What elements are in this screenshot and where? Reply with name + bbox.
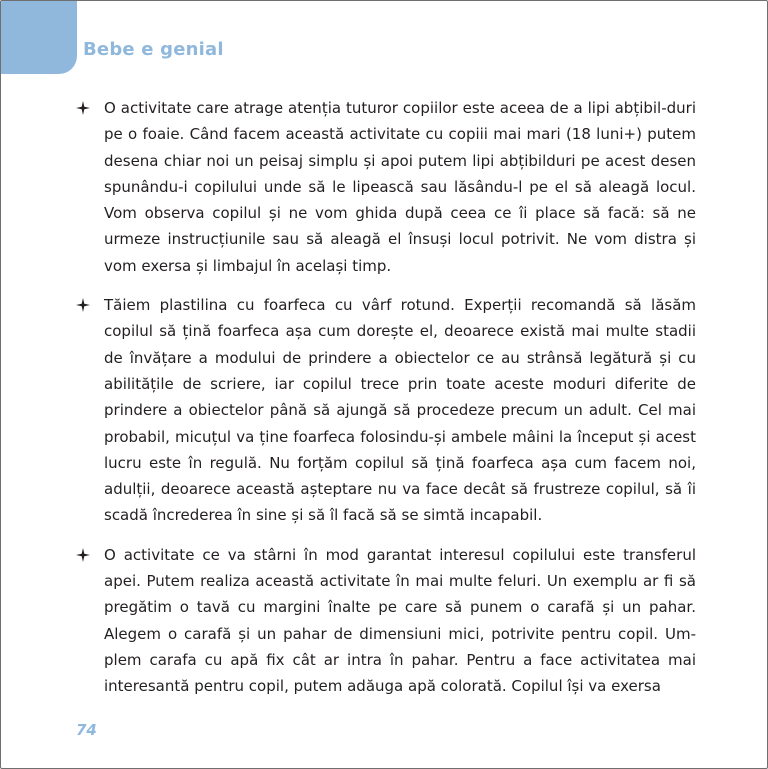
four-point-star-icon bbox=[76, 298, 90, 312]
header-tab bbox=[1, 1, 77, 74]
four-point-star-icon bbox=[76, 548, 90, 562]
list-item-text: O activitate care atrage atenția tuturor copiilor este aceea de a lipi abțibil-duri pe o foaie. Când facem această activitate cu copiii mai mari (18 luni+) putem desena chiar noi un peisaj simplu și apoi putem lipi abțibilduri pe acest desen spunându-i copilului unde să le lipească sau lăsându-l pe el să aleagă locul. Vom observa copilul și ne vom ghida după ceea ce îi place să facă: să ne urmeze instrucțiunile sau să aleagă el însuși locul potrivit. Ne vom distra și vom exersa și limbajul în același timp. bbox=[104, 99, 696, 275]
content-area bbox=[76, 95, 696, 713]
list-item-text: Tăiem plastilina cu foarfeca cu vârf rotund. Experții recomandă să lăsăm copilul să țină foarfeca așa cum dorește el, deoarece există mai multe stadii de învățare a modului de prindere a obiectelor ce au strânsă legătură și cu abilitățile de scriere, iar copilul trece prin toate aceste moduri diferite de prindere a obiectelor până să ajungă să procedeze precum un adult. Cel mai probabil, micuțul va ține foarfeca folosindu-și ambele mâini la început și acest lucru este în regulă. Nu forțăm copilul să țină foarfeca așa cum facem noi, adulții, deoarece această așteptare nu va face decât să frustreze copilul, să îi scadă încrederea în sine și să îl facă să se simtă incapabil. bbox=[104, 296, 696, 525]
list-item bbox=[76, 542, 696, 700]
list-item bbox=[76, 95, 696, 279]
list-item-text: O activitate ce va stârni în mod garantat interesul copilului este transferul apei. Putem realiza această activitate în mai multe feluri. Un exemplu ar fi să pregătim o tavă cu margini înalte pe care să punem o carafă și un pahar. Alegem o carafă și un pahar de dimensiuni mici, potrivite pentru copil. Um-plem carafa cu apă fix cât ar intra în pahar. Pentru a face activitatea mai interesantă pentru copil, putem adăuga apă colorată. Copilul își va exersa bbox=[104, 545, 696, 696]
page-number: 74 bbox=[76, 721, 97, 739]
page-header-title: Bebe e genial bbox=[83, 39, 224, 60]
four-point-star-icon bbox=[76, 101, 90, 115]
list-item bbox=[76, 292, 696, 529]
